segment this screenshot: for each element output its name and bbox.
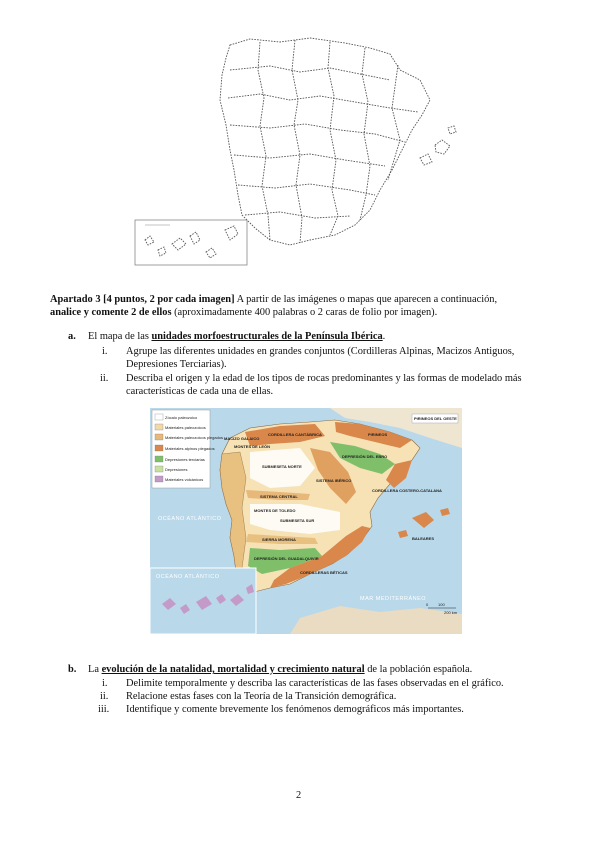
item-a-sub-2-line2: características de cada una de ellas.	[126, 386, 274, 397]
unit-label: BALEARES	[412, 536, 435, 541]
item-a-sub-1-line2: Depresiones Terciarias).	[126, 359, 227, 370]
section-3-intro-line1	[50, 293, 497, 306]
unit-label: MONTES DE TOLEDO	[254, 508, 296, 513]
scale-label: 200 km	[444, 610, 458, 615]
section-3-instruction-rest: (aproximadamente 400 palabras o 2 caras de folio por imagen).	[171, 307, 438, 318]
item-b-sub-2-line1: Relacione estas fases con la Teoría de la Transición demográfica.	[126, 691, 397, 702]
legend-item: Depresiones	[165, 467, 188, 472]
scale-label: 0	[426, 602, 429, 607]
unit-label: CORDILLERA COSTERO-CATALANA	[372, 488, 442, 493]
unit-label: SISTEMA IBÉRICO	[316, 478, 352, 483]
legend-item: Materiales paleozoicos	[165, 425, 206, 430]
unit-label: MONTES DE LEÓN	[234, 444, 271, 449]
legend-item: Zócalo paleozoico	[165, 415, 198, 420]
section-3-instruction-bold: analice y comente 2 de ellos	[50, 307, 172, 318]
unit-label: DEPRESIÓN DEL EBRO	[342, 454, 388, 459]
item-a-sub-1-line1: Agrupe las diferentes unidades en grandes conjuntos (Cordilleras Alpinas, Macizos Antiguos,	[126, 346, 515, 357]
item-b-heading: La evolución de la natalidad, mortalidad y crecimiento natural de la población española.	[88, 664, 473, 675]
unit-label: SIERRA MORENA	[262, 537, 296, 542]
item-b-sub-3-num: iii.	[98, 704, 110, 715]
item-a-heading: El mapa de las unidades morfoestructurales de la Península Ibérica.	[88, 331, 386, 342]
item-b-topic: evolución de la natalidad, mortalidad y crecimiento natural	[101, 664, 365, 675]
sea-label: OCÉANO ATLÁNTICO	[158, 516, 222, 522]
item-b-sub-3-line1: Identifique y comente brevemente los fenómenos demográficos más importantes.	[126, 704, 464, 715]
page-number: 2	[296, 790, 302, 801]
item-a-topic: unidades morfoestructurales de la Península Ibérica	[151, 331, 383, 342]
legend-item: Materiales volcánicos	[165, 477, 204, 482]
unit-label: SUBMESETA SUR	[280, 518, 315, 523]
scale-label: 100	[438, 602, 445, 607]
item-b-letter: b.	[68, 664, 77, 675]
unit-label: CORDILLERA CANTÁBRICA	[268, 432, 322, 437]
item-a-sub-2-num: ii.	[100, 373, 109, 384]
unit-label: SISTEMA CENTRAL	[260, 494, 298, 499]
item-b-sub-2-num: ii.	[100, 691, 109, 702]
item-a-letter: a.	[68, 331, 76, 342]
legend-item: Materiales alpinos plegados	[165, 446, 215, 451]
item-a-sub-2-line1: Describa el origen y la edad de los tipos de rocas predominantes y las formas de modelado más	[126, 373, 522, 384]
sea-label: MAR MEDITERRÁNEO	[360, 596, 427, 602]
section-3-intro-line2	[50, 306, 437, 319]
pyrenees-box-label: PIRINEOS DEL OESTE	[414, 416, 457, 421]
unit-label: PIRINEOS	[368, 432, 388, 437]
morphostructural-units-map	[150, 408, 462, 634]
unit-label: SUBMESETA NORTE	[262, 464, 302, 469]
inset-sea-label: OCÉANO ATLÁNTICO	[156, 574, 220, 580]
section-3-intro: A partir de las imágenes o mapas que aparecen a continuación,	[234, 294, 498, 305]
unit-label: CORDILLERAS BÉTICAS	[300, 570, 348, 575]
unit-label: MACIZO GALAICO	[224, 436, 260, 441]
spain-provinces-outline-map	[130, 30, 470, 270]
item-a-sub-1-num: i.	[102, 346, 108, 357]
legend-item: Materiales paleozoicos plegados	[165, 435, 224, 440]
item-b-sub-1-line1: Delimite temporalmente y describa las características de las fases observadas en el gráfico.	[126, 678, 504, 689]
legend-item: Depresiones terciarias	[165, 457, 205, 462]
unit-label: DEPRESIÓN DEL GUADALQUIVIR	[254, 556, 319, 561]
item-b-sub-1-num: i.	[102, 678, 108, 689]
section-3-title: Apartado 3 [4 puntos, 2 por cada imagen]	[50, 294, 235, 305]
